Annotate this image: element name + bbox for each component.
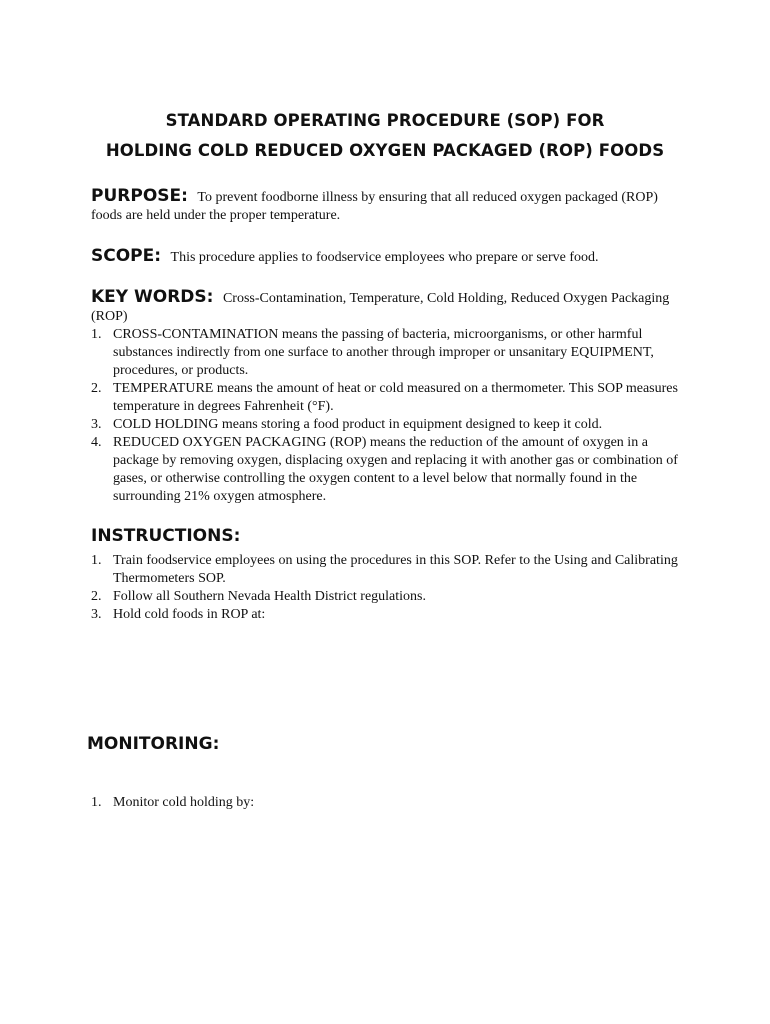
key-words-heading: KEY WORDS: [91, 287, 214, 307]
list-number: 3. [91, 417, 102, 432]
list-number: 1. [91, 553, 102, 568]
list-number: 4. [91, 435, 102, 450]
monitoring-heading: MONITORING: [87, 734, 220, 754]
list-item-text: Follow all Southern Nevada Health District regulations. [113, 589, 426, 604]
list-item [91, 588, 681, 606]
monitoring-list [91, 794, 681, 812]
list-number: 2. [91, 589, 102, 604]
purpose-heading: PURPOSE: [91, 186, 188, 206]
list-item [91, 326, 681, 380]
key-words-text: Cross-Contamination, Temperature, Cold Holding, Reduced Oxygen Packaging (ROP) [91, 291, 670, 324]
list-item [91, 606, 681, 624]
list-item-text: TEMPERATURE means the amount of heat or cold measured on a thermometer. This SOP measures temperature in degrees Fahrenheit (°F). [113, 381, 678, 414]
list-item-text: REDUCED OXYGEN PACKAGING (ROP) means the reduction of the amount of oxygen in a package by removing oxygen, displacing oxygen and replacing it with another gas or combination of gases, or otherwise controlling the oxygen content to a level below that normally found in the surrounding 21% oxygen atmosphere. [113, 435, 678, 504]
list-item-text: Train foodservice employees on using the procedures in this SOP. Refer to the Using and Calibrating Thermometers SOP. [113, 553, 678, 586]
title-line-1: STANDARD OPERATING PROCEDURE (SOP) FOR [165, 111, 605, 130]
list-item [91, 434, 681, 506]
list-item-text: COLD HOLDING means storing a food product in equipment designed to keep it cold. [113, 417, 603, 432]
list-item-text: Monitor cold holding by: [113, 795, 255, 810]
list-item [91, 794, 681, 812]
instructions-list [91, 552, 681, 624]
list-number: 3. [91, 607, 102, 622]
scope-section [91, 247, 681, 267]
list-item [91, 416, 681, 434]
list-number: 1. [91, 327, 102, 342]
list-item-text: CROSS-CONTAMINATION means the passing of bacteria, microorganisms, or other harmful substances indirectly from one surface to another through improper or unsanitary EQUIPMENT, procedures, or products. [113, 327, 654, 378]
list-item-text: Hold cold foods in ROP at: [113, 607, 266, 622]
list-number: 1. [91, 795, 102, 810]
key-words-list [91, 326, 681, 506]
purpose-text: To prevent foodborne illness by ensuring that all reduced oxygen packaged (ROP) foods are held under the proper temperature. [91, 190, 658, 223]
monitoring-section [91, 794, 681, 812]
purpose-section [91, 187, 681, 225]
list-item [91, 380, 681, 416]
instructions-heading: INSTRUCTIONS: [91, 526, 241, 546]
title-line-2: HOLDING COLD REDUCED OXYGEN PACKAGED (ROP) FOODS [105, 141, 665, 160]
key-words-intro [91, 288, 681, 326]
key-words-section [91, 288, 681, 506]
scope-heading: SCOPE: [91, 246, 162, 266]
list-number: 2. [91, 381, 102, 396]
list-item [91, 552, 681, 588]
scope-text: This procedure applies to foodservice employees who prepare or serve food. [170, 250, 599, 265]
instructions-section [91, 552, 681, 624]
